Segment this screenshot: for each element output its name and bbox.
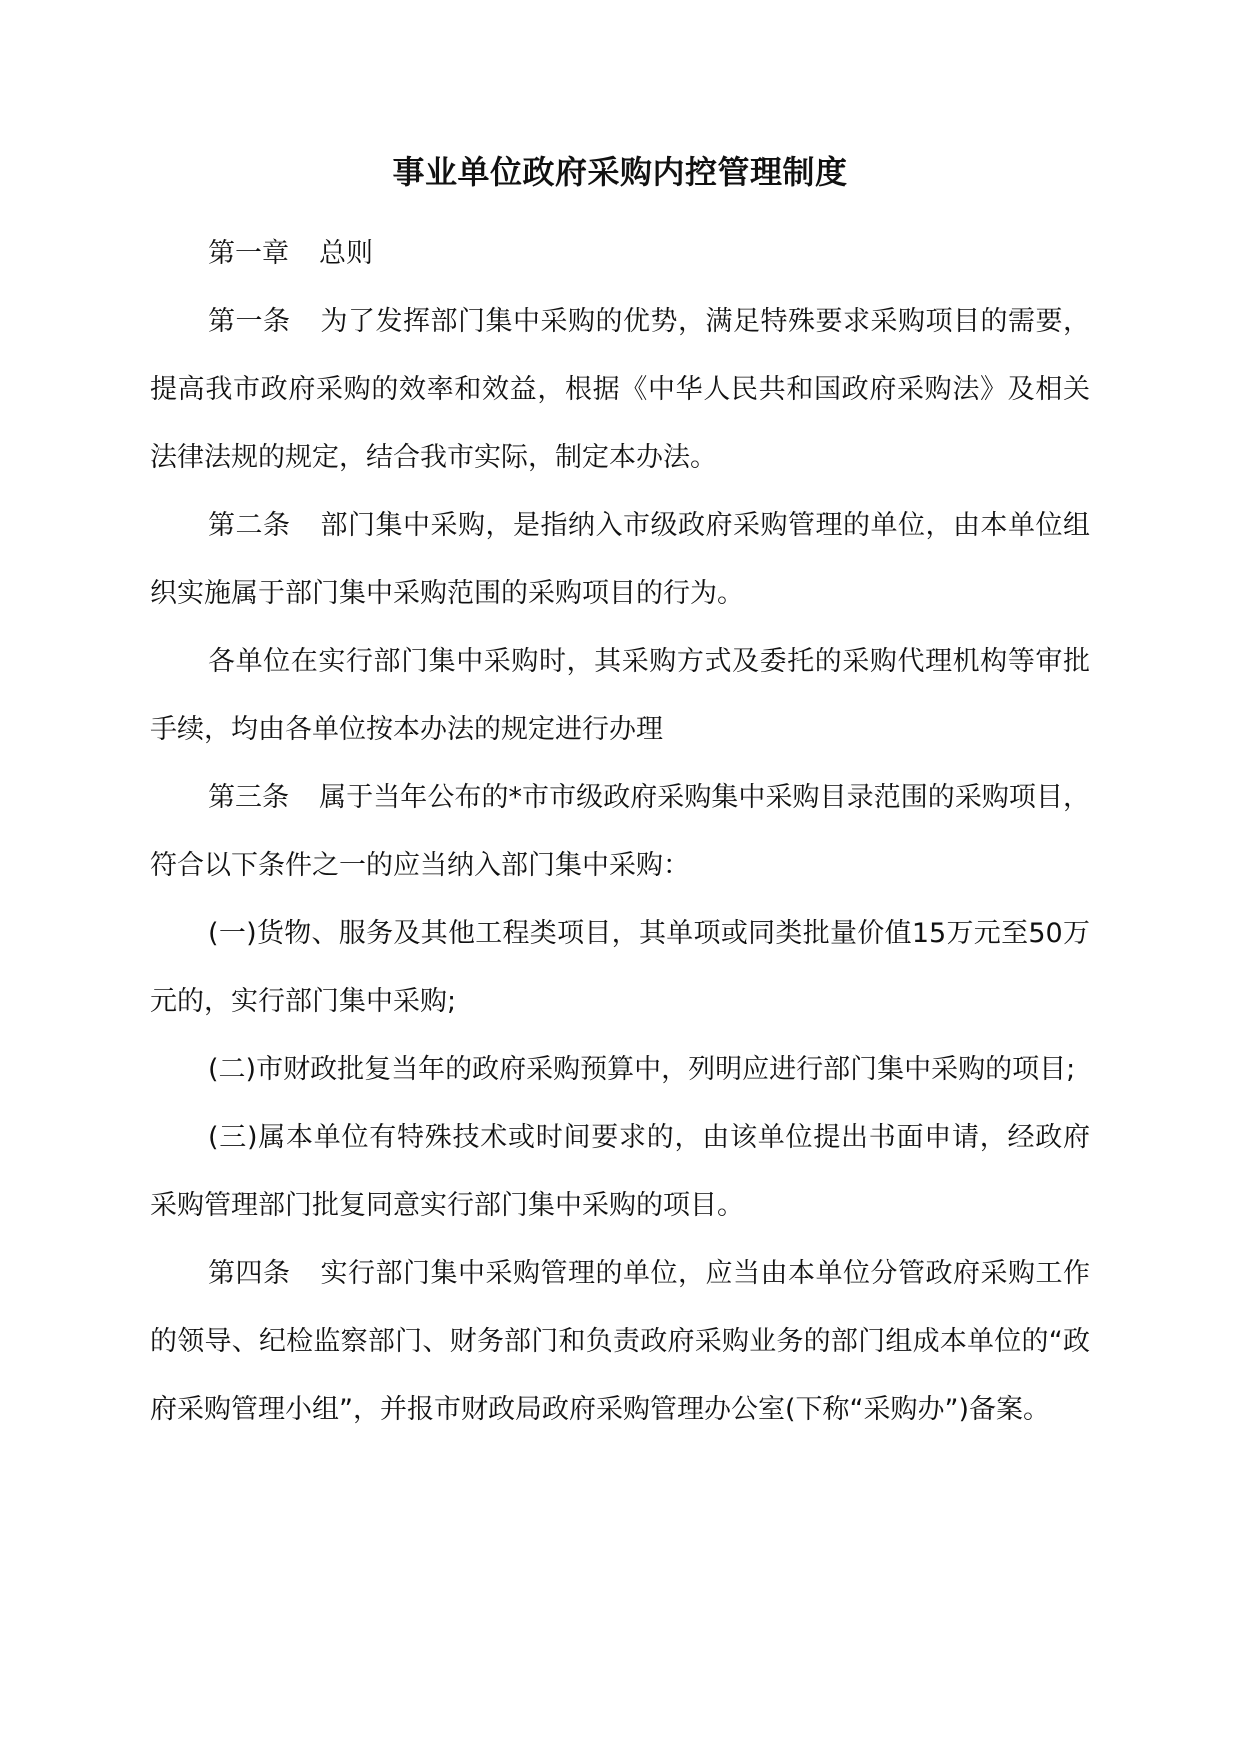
chapter-heading (150, 220, 1090, 288)
article-text: 实行部门集中采购管理的单位，应当由本单位分管政府采购工作的领导、纪检监察部门、财务部门和负责政府采购业务的部门组成本单位的“政府采购管理小组”，并报市财政局政府采购管理办公室(下称“采购办”)备案。 (150, 1258, 1090, 1425)
article-2-paragraph (150, 628, 1090, 764)
chapter-text: 总则 (319, 238, 373, 269)
article-3-item-1 (150, 900, 1090, 1036)
list-item-text: (三)属本单位有特殊技术或时间要求的，由该单位提出书面申请，经政府采购管理部门批复同意实行部门集中采购的项目。 (150, 1122, 1090, 1221)
article-label: 第二条 (208, 510, 291, 541)
article-4 (150, 1240, 1090, 1444)
paragraph-text: 各单位在实行部门集中采购时，其采购方式及委托的采购代理机构等审批手续，均由各单位按本办法的规定进行办理 (150, 646, 1090, 745)
article-3-item-2 (150, 1036, 1090, 1104)
article-text: 部门集中采购，是指纳入市级政府采购管理的单位，由本单位组织实施属于部门集中采购范围的采购项目的行为。 (150, 510, 1090, 609)
list-item-text: (一)货物、服务及其他工程类项目，其单项或同类批量价值15万元至50万元的，实行部门集中采购; (150, 918, 1090, 1017)
article-3-item-3 (150, 1104, 1090, 1240)
list-item-text: (二)市财政批复当年的政府采购预算中，列明应进行部门集中采购的项目; (208, 1054, 1076, 1085)
article-label: 第一条 (208, 306, 291, 337)
chapter-label: 第一章 (208, 238, 289, 269)
article-label: 第三条 (208, 782, 290, 813)
article-2 (150, 492, 1090, 628)
document-page (150, 150, 1090, 1444)
article-1 (150, 288, 1090, 492)
document-title: 事业单位政府采购内控管理制度 (392, 153, 848, 191)
article-label: 第四条 (208, 1258, 291, 1289)
article-text: 属于当年公布的*市市级政府采购集中采购目录范围的采购项目，符合以下条件之一的应当纳入部门集中采购： (150, 782, 1091, 881)
article-text: 为了发挥部门集中采购的优势，满足特殊要求采购项目的需要，提高我市政府采购的效率和效益，根据《中华人民共和国政府采购法》及相关法律法规的规定，结合我市实际，制定本办法。 (150, 306, 1090, 473)
article-3 (150, 764, 1090, 900)
